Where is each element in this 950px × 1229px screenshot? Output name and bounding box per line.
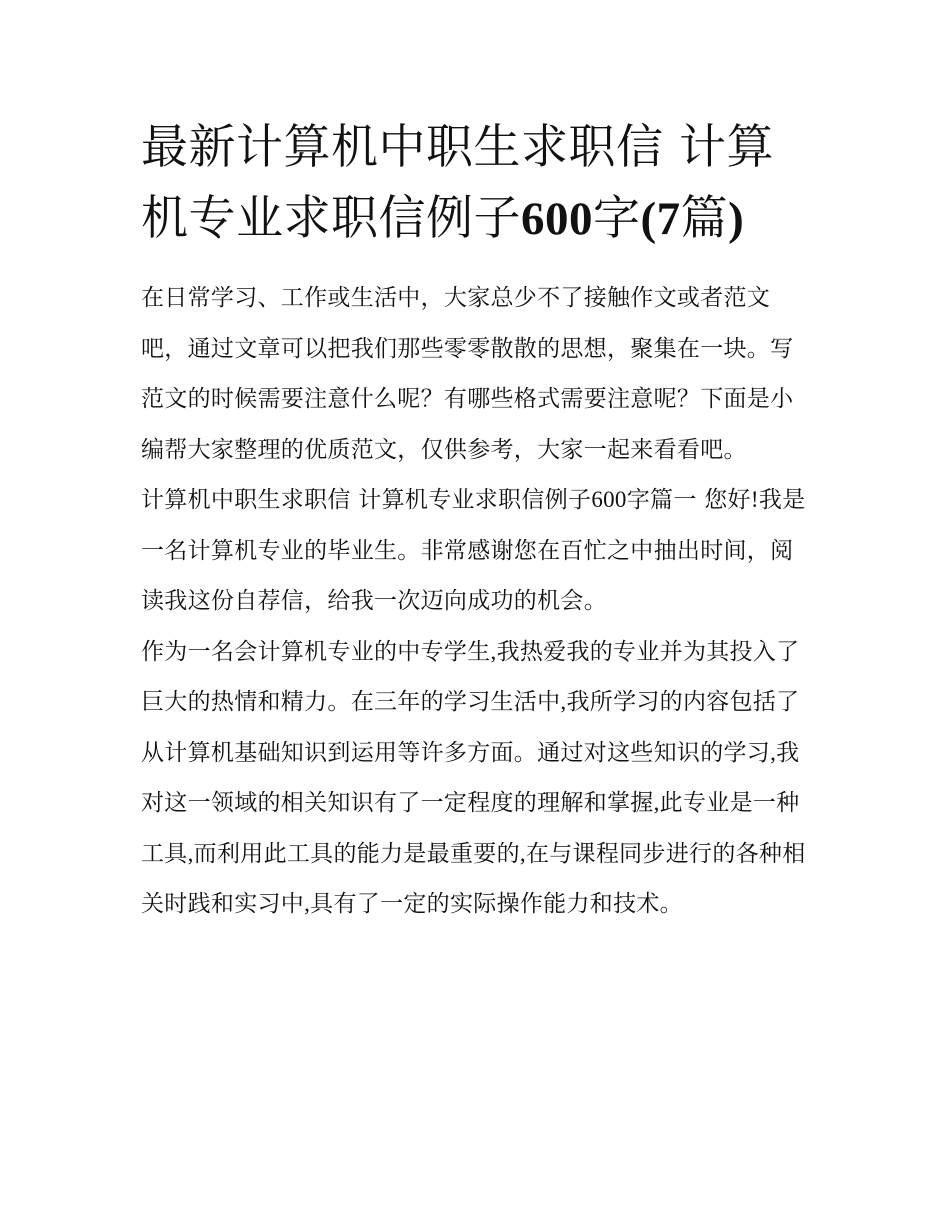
document-body xyxy=(141,273,813,930)
document-page xyxy=(141,112,813,930)
document-title: 最新计算机中职生求职信 计算机专业求职信例子600字(7篇) xyxy=(141,120,774,246)
paragraph-greeting: 计算机中职生求职信 计算机专业求职信例子600字篇一 您好!我是一名计算机专业的毕业生。非常感谢您在百忙之中抽出时间，阅读我这份自荐信，给我一次迈向成功的机会。 xyxy=(141,487,806,614)
paragraph-major: 作为一名会计算机专业的中专学生,我热爱我的专业并为其投入了巨大的热情和精力。在三年的学习生活中,我所学习的内容包括了从计算机基础知识到运用等许多方面。通过对这些知识的学习,我对这一领域的相关知识有了一定程度的理解和掌握,此专业是一种工具,而利用此工具的能力是最重要的,在与课程同步进行的各种相关时践和实习中,具有了一定的实际操作能力和技术。 xyxy=(141,638,806,917)
paragraph-intro: 在日常学习、工作或生活中，大家总少不了接触作文或者范文吧，通过文章可以把我们那些零零散散的思想，聚集在一块。写范文的时候需要注意什么呢？有哪些格式需要注意呢？下面是小编帮大家整理的优质范文，仅供参考，大家一起来看看吧。 xyxy=(141,285,794,463)
